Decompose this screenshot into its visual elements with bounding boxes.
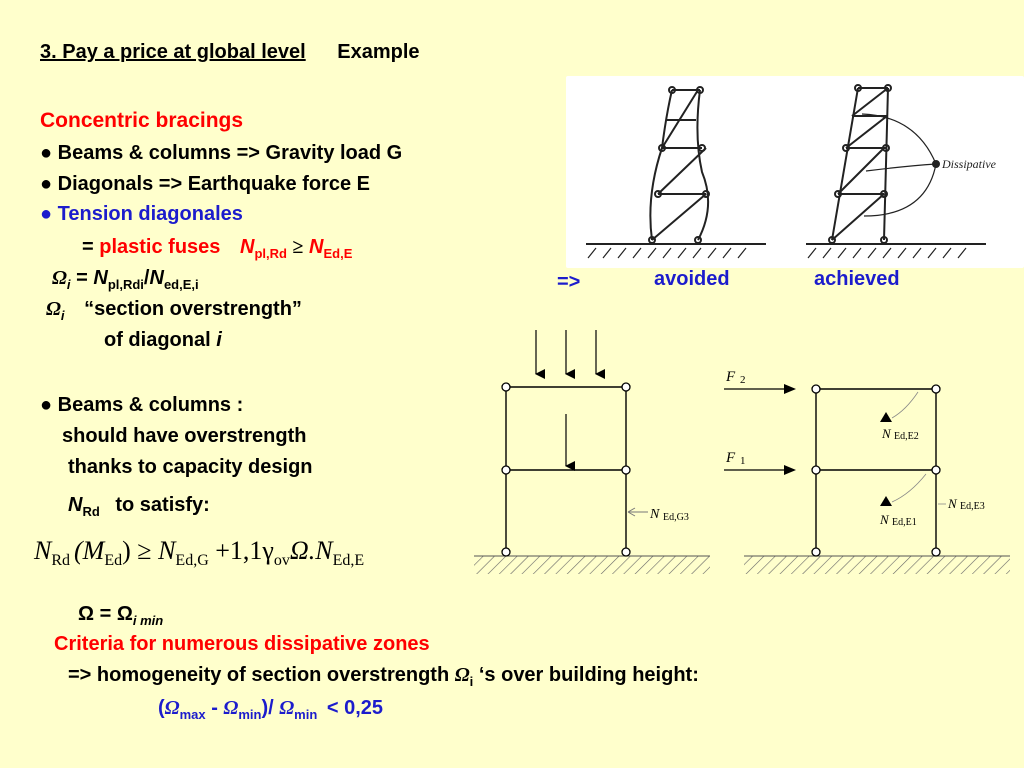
beams-title bbox=[40, 394, 243, 417]
bullet-dot-icon: ● bbox=[40, 173, 53, 195]
ned-e3-sub: Ed,E3 bbox=[960, 501, 985, 512]
ned-g3-N: N bbox=[650, 507, 660, 522]
beams-title-text: Beams & columns : bbox=[57, 394, 244, 416]
ned-e3-N: N bbox=[948, 496, 957, 511]
seismic-frame-svg bbox=[720, 362, 1024, 582]
frames-sketch-svg bbox=[566, 76, 1024, 268]
bullet-3 bbox=[40, 203, 243, 226]
overstrength-label: “section overstrength” bbox=[84, 298, 302, 320]
bullet-dot-icon: ● bbox=[40, 203, 53, 225]
omega-min-line: $\Omega = \Omega_{i min}$ bbox=[78, 603, 164, 628]
f2-sub: 2 bbox=[740, 374, 746, 386]
bullet-3-text: Tension diagonales bbox=[57, 203, 243, 225]
omega-symbol: Ω bbox=[52, 267, 67, 289]
bullet-1 bbox=[40, 142, 402, 165]
ned-e1-sub: Ed,E1 bbox=[892, 517, 917, 528]
omega-symbol: Ω bbox=[454, 664, 470, 686]
ned-e2-sub: Ed,E2 bbox=[894, 431, 919, 442]
seismic-frame-diagram bbox=[720, 362, 1024, 582]
beams-line3: thanks to capacity design bbox=[68, 456, 313, 478]
f1-label: F bbox=[726, 450, 736, 466]
bullet-2 bbox=[40, 173, 370, 196]
gravity-frame-svg bbox=[460, 330, 740, 580]
gravity-frame-diagram bbox=[460, 330, 740, 580]
criteria-title: Criteria for numerous dissipative zones bbox=[54, 633, 430, 655]
photo-arrow: => bbox=[557, 271, 581, 293]
bullet-dot-icon: ● bbox=[40, 394, 53, 416]
final-criterion: $(\Omega_{max} - \Omega_{min})/$ $\Omega_{min} < 0,25$ bbox=[158, 697, 384, 722]
overstrength-line1: $\Omega_i$ “section overstrength” bbox=[46, 298, 302, 323]
ned-g3-sub: Ed,G3 bbox=[663, 512, 689, 523]
frames-sketch-image bbox=[566, 76, 1024, 268]
capacity-formula: $N_{Rd}$ $(M_{Ed}) \ge N_{Ed,G} +1,1\gamma_{ov}\Omega.N_{Ed,E}$ bbox=[34, 536, 365, 570]
criteria-line: => homogeneity of section overstrength $\Omega_i$ ‘s over building height: bbox=[68, 664, 699, 689]
bullet-dot-icon: ● bbox=[40, 142, 53, 164]
overstrength-line2: of diagonal i bbox=[104, 329, 222, 351]
f2-label: F bbox=[726, 369, 736, 385]
omega-symbol: Ω bbox=[46, 298, 61, 320]
ned-e2-N: N bbox=[882, 426, 891, 441]
ned-e1-N: N bbox=[880, 512, 889, 527]
heading-title: 3. Pay a price at global level bbox=[40, 41, 306, 63]
plastic-equals: = bbox=[82, 236, 94, 258]
plastic-fuses-line bbox=[82, 236, 352, 261]
beams-line2: should have overstrength bbox=[62, 425, 307, 447]
bullet-1-text: Beams & columns => Gravity load G bbox=[57, 142, 403, 164]
plastic-condition: $N_{pl,Rd} \ge N_{Ed,E}$ bbox=[239, 236, 353, 261]
achieved-label: achieved bbox=[814, 268, 900, 290]
beams-nrd-line: $N_{Rd}$ to satisfy: bbox=[68, 494, 210, 519]
page-heading bbox=[40, 41, 420, 64]
bullet-2-text: Diagonals => Earthquake force E bbox=[57, 173, 370, 195]
section-title: Concentric bracings bbox=[40, 109, 244, 132]
dissipative-label: Dissipative bbox=[942, 157, 996, 171]
avoided-label: avoided bbox=[654, 268, 730, 290]
omega-definition: $\Omega_i = N_{pl,Rdi}/N_{ed,E,i}$ bbox=[52, 267, 199, 292]
plastic-fuses-text: plastic fuses bbox=[99, 236, 221, 258]
f1-sub: 1 bbox=[740, 455, 746, 467]
heading-example: Example bbox=[337, 41, 420, 63]
